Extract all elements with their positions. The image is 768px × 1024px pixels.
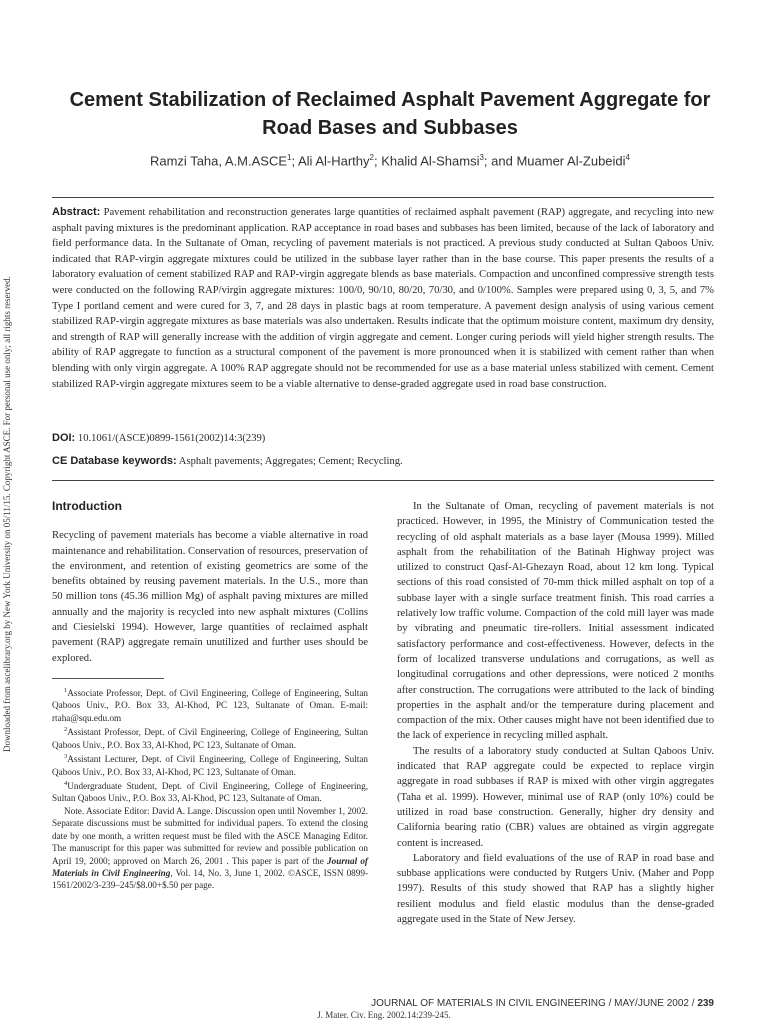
note-text: , Vol. 14, No. 3, June 1, 2002. ©ASCE, ISSN 0899-1561/2002/3-239–245/$8.00+$.50 per page. <box>52 867 369 891</box>
doi-line <box>52 432 714 444</box>
footnote-text: Assistant Lecturer, Dept. of Civil Engineering, College of Engineering, Sultan Qaboos Univ., P.O. Box 33, Al-Khod, PC 123, Sultanate of Oman. <box>52 754 368 777</box>
author-name: ; Ali Al-Harthy <box>291 153 370 169</box>
doi-value[interactable]: 10.1061/(ASCE)0899-1561(2002)14:3(239) <box>77 433 266 444</box>
author-affiliation-mark: 4 <box>625 153 630 162</box>
running-footer <box>371 998 714 1009</box>
intro-paragraph: Recycling of pavement materials has become a viable alternative in road maintenance and rehabilitation. Conservation of resources, preservation of the environment, and retention of existing geometrics are some of the benefits obtained by reusing pavement materials. In the U.S., more than 50 million tons (45.36 million Mg) of asphalt paving mixtures are milled annually and the majority is recycled into new asphalt mixtures (Collins and Ciesielski 1994). However, large quantities of reclaimed asphalt pavement (RAP) aggregate remain unutilized and further uses should be explored. <box>52 530 368 664</box>
footnote-text: Undergraduate Student, Dept. of Civil Engineering, College of Engineering, Sultan Qaboos Univ., P.O. Box 33, Al-Khod, PC 123, Sultanate of Oman. <box>52 781 368 804</box>
header-rule <box>52 197 714 198</box>
page-number: 239 <box>697 998 714 1009</box>
footnote-mark: 1 <box>64 686 68 694</box>
footnote-mark: 4 <box>64 780 68 787</box>
abstract-label: Abstract: <box>52 206 101 218</box>
author-affiliation-mark: 2 <box>369 153 374 162</box>
footnote-text: Assistant Professor, Dept. of Civil Engineering, College of Engineering, Sultan Qaboos Univ., P.O. Box 33, Al-Khod, PC 123, Sultanate of Oman. <box>52 727 368 750</box>
doi-label: DOI: <box>52 432 76 444</box>
footnote-2 <box>52 724 368 751</box>
section-heading-introduction: Introduction <box>52 499 122 513</box>
body-paragraph: Laboratory and field evaluations of the use of RAP in road base and subbase applications were conducted by Rutgers Univ. (Maher and Popp 1997). Results of this study showed that RAP has a slightly higher resilient modulus and field elastic modulus than the dense-graded aggregate used in the State of New Jersey. <box>397 852 714 926</box>
author-name: ; and Muamer Al-Zubeidi <box>483 153 626 169</box>
footnote-mark: 2 <box>64 726 68 734</box>
footnote-4 <box>52 778 368 805</box>
author-affiliation-mark: 3 <box>479 153 484 162</box>
editorial-note <box>52 805 368 892</box>
paper-title: Cement Stabilization of Reclaimed Asphalt Pavement Aggregate for Road Bases and Subbases <box>69 89 711 139</box>
footnote-rule <box>52 678 164 679</box>
left-column <box>52 499 368 892</box>
download-notice: Downloaded from ascelibrary.org by New York University on 05/11/15. Copyright ASCE. For personal use only; all rights reserved. <box>2 276 12 752</box>
keywords-line <box>52 455 714 467</box>
citation-line: J. Mater. Civ. Eng. 2002.14:239-245. <box>317 1010 451 1020</box>
body-paragraph: In the Sultanate of Oman, recycling of pavement materials is not practiced. However, in 1995, the Ministry of Communication tested the recycling of old asphalt materials as a base layer (Mousa 1999). Milled asphalt from the rehabilitation of the Batinah Highway project was utilized to construct Qasf-Al-Ghezayn Road, about 12 km long. Typical sections of this road consisted of 70-mm thick milled asphalt on top of a subbase layer with a single surface treatment finish. This road carries a relatively low traffic volume. Compaction of the cold mill layer was made by vibrating and pneumatic tire-rollers. Initial assessment indicated satisfactory performance and cost-effectiveness. However, defects in the form of localized transverse undulations and corrugations, as well as longitudinal corrugations and other depressions, were noticed 2 months after construction. The corrugations were attributed to the lack of binding properties in the asphalt and/or the temperature during placement and compaction of the mix. Other causes might have not been identified due to the lack of experience in recycling milled asphalt. <box>397 501 714 742</box>
right-column <box>397 499 714 927</box>
footnote-mark: 3 <box>64 753 68 761</box>
keywords-value: Asphalt pavements; Aggregates; Cement; Recycling. <box>178 456 403 467</box>
footnote-1 <box>52 685 368 724</box>
author-affiliation-mark: 1 <box>287 153 292 162</box>
journal-name: Journal of Materials in Civil Engineering <box>52 855 368 878</box>
body-paragraph: The results of a laboratory study conducted at Sultan Qaboos Univ. indicated that RAP aggregate could be expected to replace virgin aggregate in road subbases if RAP is mixed with other virgin aggregates (Taha et al. 1999). However, minimal use of RAP (only 10%) could be utilized in road base construction. Generally, higher dry density and California bearing ratio (CBR) values are obtained as virgin aggregate content is increased. <box>397 745 714 849</box>
journal-footer-text: JOURNAL OF MATERIALS IN CIVIL ENGINEERING / MAY/JUNE 2002 / <box>371 998 698 1009</box>
abstract <box>52 205 714 392</box>
keywords-label: CE Database keywords: <box>52 455 177 467</box>
footnote-3 <box>52 751 368 778</box>
note-text: Note. Associate Editor: David A. Lange. Discussion open until November 1, 2002. Separate discussions must be submitted for individual papers. To extend the closing date by one month, a written request must be filed with the ASCE Managing Editor. The manuscript for this paper was submitted for review and possible publication on April 19, 2000; approved on March 26, 2001 . This paper is part of the <box>52 805 368 866</box>
author-name: Ramzi Taha, A.M.ASCE <box>149 153 288 169</box>
footnote-text: Associate Professor, Dept. of Civil Engineering, College of Engineering, Sultan Qaboos Univ., P.O. Box 33, Al-Khod, PC 123, Sultanate of Oman. E-mail: rtaha@squ.edu.om <box>52 688 368 723</box>
author-list <box>60 153 720 168</box>
author-name: ; Khalid Al-Shamsi <box>373 153 480 169</box>
abstract-rule <box>52 480 714 481</box>
abstract-text: Pavement rehabilitation and reconstruction generates large quantities of reclaimed asphalt pavement (RAP) aggregate, and recycling into new asphalt paving mixtures is the predominant application. RAP acceptance in road bases and subbases has been limited, because of the lack of laboratory and field performance data. In the Sultanate of Oman, recycling of pavement materials is not practiced. A previous study conducted at Sultan Qaboos Univ. indicated that RAP-virgin aggregate mixtures could be utilized in the subbase layer rather than in the base course. This paper presents the results of a laboratory evaluation of cement stabilized RAP and RAP-virgin aggregate blends as base materials. Compaction and unconfined compressive strength tests were conducted on the following RAP/virgin aggregate mixtures: 100/0, 90/10, 80/20, 70/30, and 0/100%. Samples were prepared using 0, 3, 5, and 7% Type I portland cement and were cured for 3, 7, and 28 days in plastic bags at room temperature. A pavement design analysis of using various cement stabilized RAP-virgin aggregate mixtures as base materials was also undertaken. Results indicate that the optimum moisture content, maximum dry density, and strength of RAP will generally increase with the addition of virgin aggregate and cement. Longer curing periods will yield higher strength results. The ability of RAP aggregate to function as a structural component of the pavement is more pronounced when it is stabilized with cement rather than when blending with only virgin aggregate. A 100% RAP aggregate should not be recommended for use as a base material unless stabilized with cement. Cement stabilized RAP-virgin aggregate mixtures seem to be a viable alternative to dense-graded aggregate used in road base construction. <box>52 207 714 390</box>
